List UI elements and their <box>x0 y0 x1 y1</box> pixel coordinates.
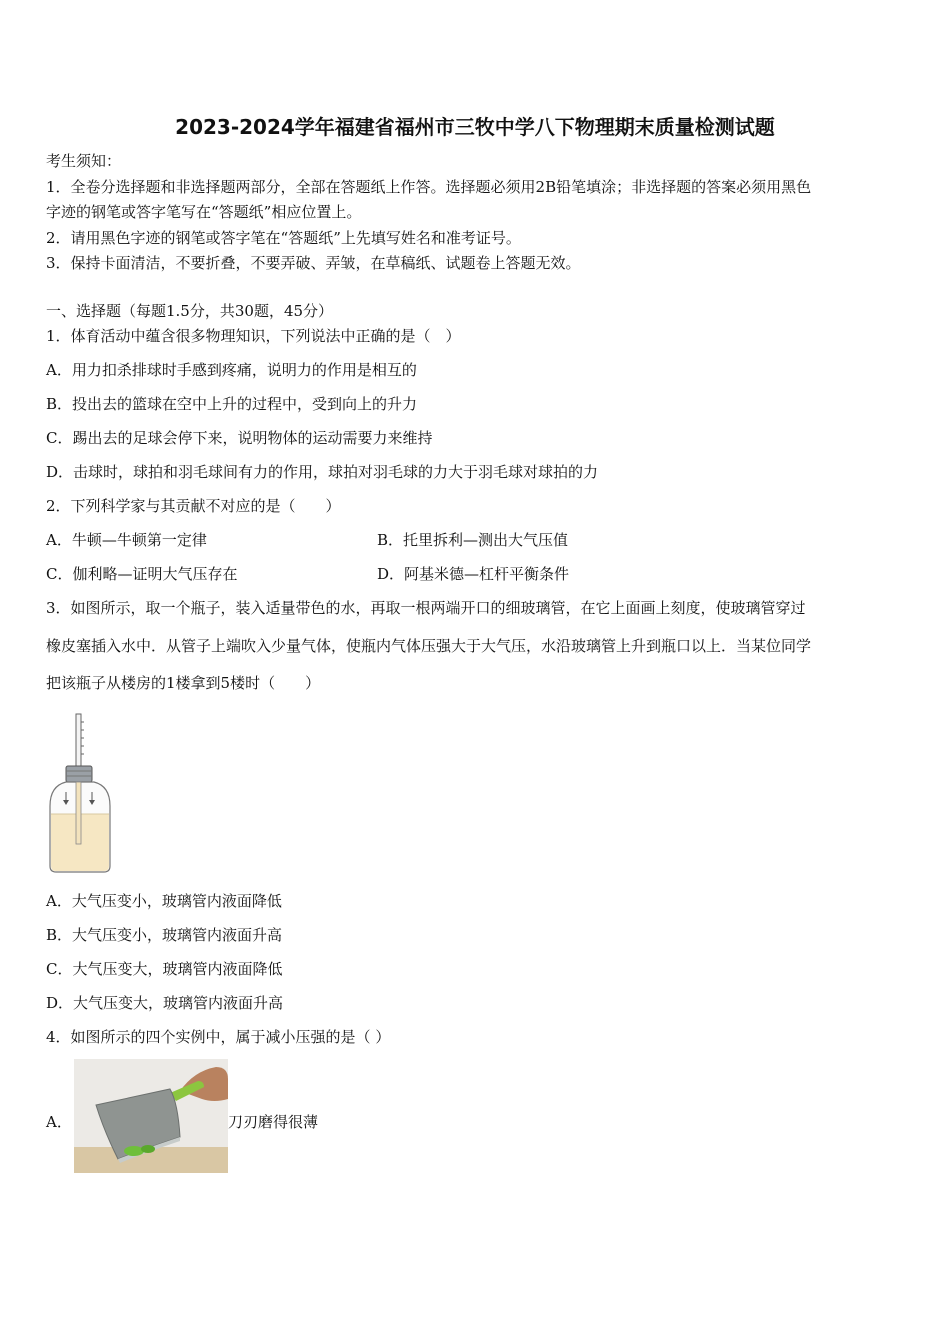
q3-option-c: C．大气压变大，玻璃管内液面降低 <box>46 960 283 978</box>
q2-option-d: D．阿基米德—杠杆平衡条件 <box>377 565 570 583</box>
page-title: 2023-2024学年福建省福州市三牧中学八下物理期末质量检测试题 <box>175 115 775 139</box>
q4-option-a-text: 刀刃磨得很薄 <box>228 1113 319 1131</box>
cleaver-photo <box>74 1059 228 1173</box>
q3-stem-line-3: 把该瓶子从楼房的1楼拿到5楼时（ ） <box>46 674 321 692</box>
notice-item-1-cont: 字迹的钢笔或答字笔写在“答题纸”相应位置上。 <box>46 203 362 221</box>
q1-option-b: B．投出去的篮球在空中上升的过程中，受到向上的升力 <box>46 395 418 413</box>
q1-option-d: D．击球时，球拍和羽毛球间有力的作用，球拍对羽毛球的力大于羽毛球对球拍的力 <box>46 463 599 481</box>
q3-stem-line-2: 橡皮塞插入水中．从管子上端吹入少量气体，使瓶内气体压强大于大气压，水沿玻璃管上升到瓶口以上．当某位同学 <box>46 637 812 655</box>
q3-option-d: D．大气压变大，玻璃管内液面升高 <box>46 994 284 1012</box>
bottle-figure <box>44 710 116 874</box>
section-heading: 一、选择题（每题1.5分，共30题，45分） <box>46 302 334 320</box>
q4-option-a-label: A． <box>46 1113 72 1131</box>
q2-option-c: C．伽利略—证明大气压存在 <box>46 565 238 583</box>
q3-option-a: A．大气压变小，玻璃管内液面降低 <box>46 892 282 910</box>
q1-option-c: C．踢出去的足球会停下来，说明物体的运动需要力来维持 <box>46 429 433 447</box>
q2-option-b: B．托里拆利—测出大气压值 <box>377 531 569 549</box>
notice-item-1: 1．全卷分选择题和非选择题两部分，全部在答题纸上作答。选择题必须用2B铅笔填涂；非选择题的答案必须用黑色 <box>46 178 812 196</box>
q3-option-b: B．大气压变小，玻璃管内液面升高 <box>46 926 283 944</box>
q4-stem: 4．如图所示的四个实例中，属于减小压强的是（ ） <box>46 1028 391 1046</box>
notice-item-3: 3．保持卡面清洁，不要折叠，不要弄破、弄皱，在草稿纸、试题卷上答题无效。 <box>46 254 581 272</box>
q1-option-a: A．用力扣杀排球时手感到疼痛，说明力的作用是相互的 <box>46 361 417 379</box>
q1-stem: 1．体育活动中蕴含很多物理知识，下列说法中正确的是（ ） <box>46 327 461 345</box>
notice-item-2: 2．请用黑色字迹的钢笔或答字笔在“答题纸”上先填写姓名和准考证号。 <box>46 229 521 247</box>
notice-heading: 考生须知： <box>46 152 122 170</box>
q2-stem: 2．下列科学家与其贡献不对应的是（ ） <box>46 497 341 515</box>
q3-stem-line-1: 3．如图所示，取一个瓶子，装入适量带色的水，再取一根两端开口的细玻璃管，在它上面画上刻度，使玻璃管穿过 <box>46 599 806 617</box>
q2-option-a: A．牛顿—牛顿第一定律 <box>46 531 207 549</box>
